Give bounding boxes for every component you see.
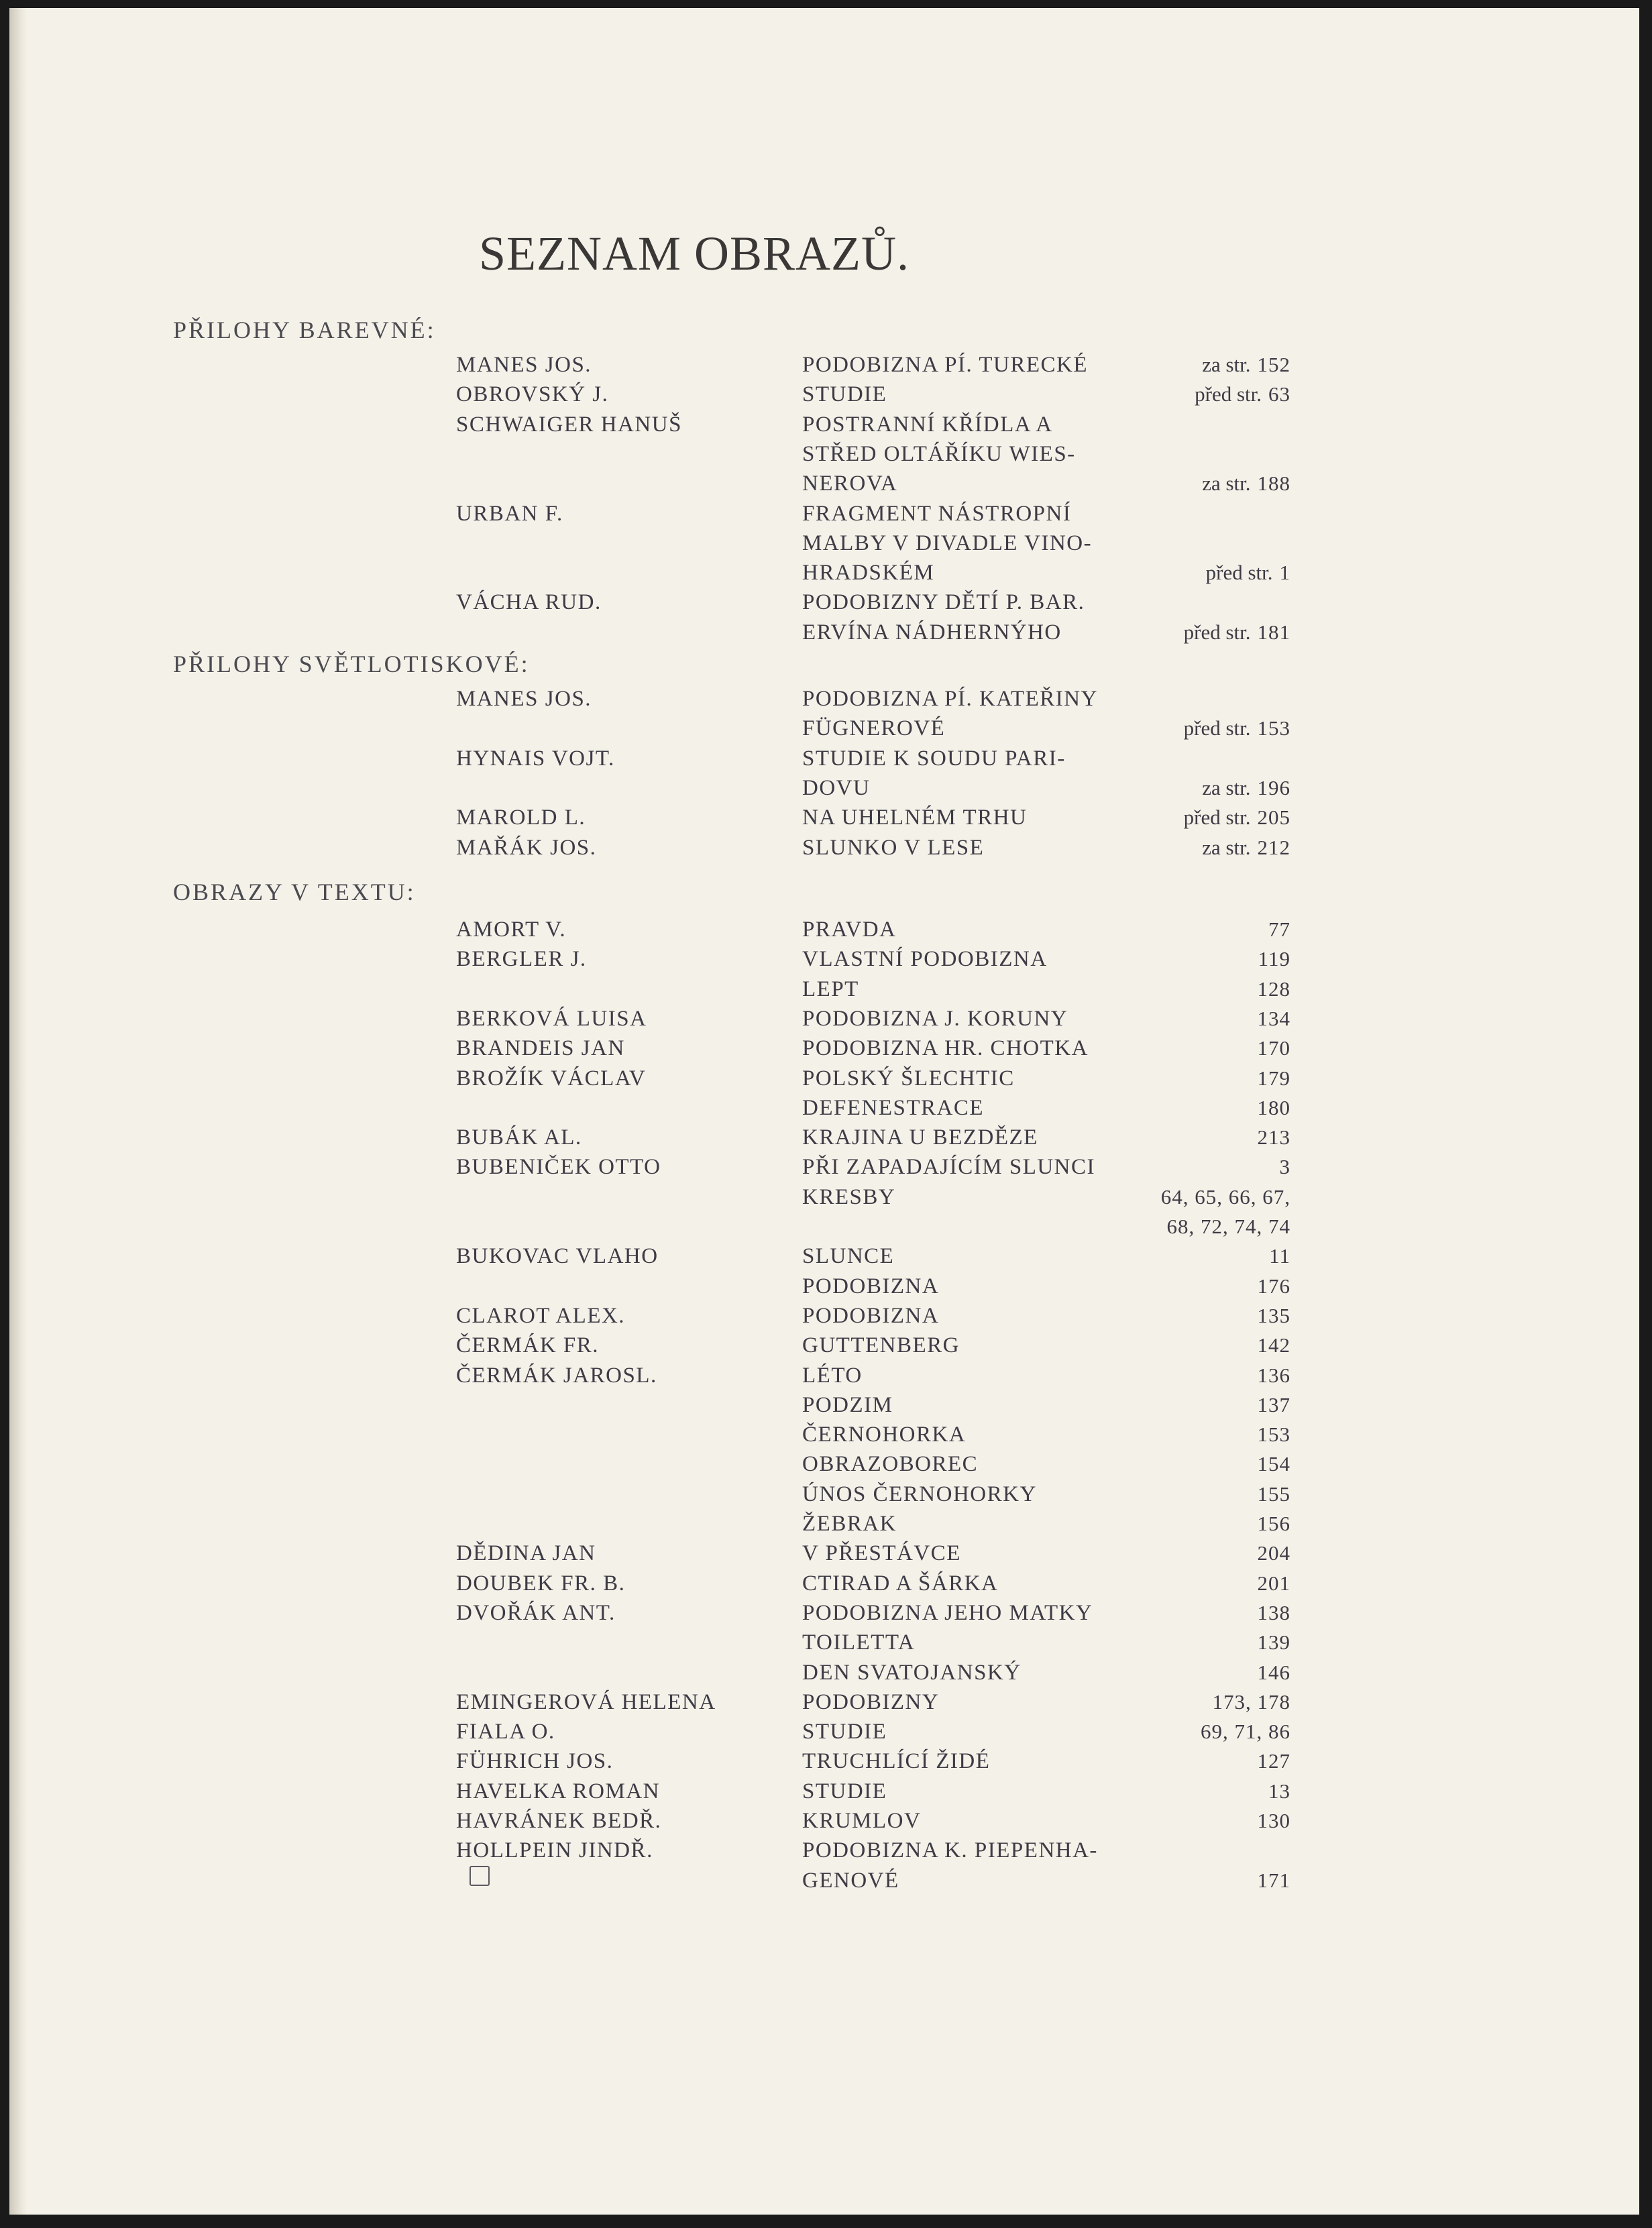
page-reference [1201, 1717, 1290, 1746]
page-number: 173, 178 [1212, 1689, 1290, 1714]
artist-name: MANES JOS. [456, 687, 592, 711]
index-row [9, 1658, 1639, 1687]
index-row [9, 1509, 1639, 1539]
work-title: PODOBIZNA PÍ. TURECKÉ [802, 353, 1089, 377]
page-reference [1258, 1004, 1291, 1034]
index-row [9, 714, 1639, 743]
index-row [9, 528, 1639, 558]
artist-name: FÜHRICH JOS. [456, 1749, 614, 1774]
work-title: OBRAZOBOREC [802, 1452, 979, 1477]
work-title: STUDIE [802, 1779, 887, 1803]
page-reference [1184, 714, 1290, 743]
index-row [9, 915, 1639, 944]
artist-name: BUBENIČEK OTTO [456, 1155, 661, 1180]
artist-name: BUBÁK AL. [456, 1125, 582, 1150]
index-row [9, 1093, 1639, 1123]
page-number: 139 [1257, 1630, 1290, 1655]
work-title: KRAJINA U BEZDĚZE [802, 1125, 1038, 1150]
page-reference [1258, 944, 1290, 974]
index-row [9, 773, 1639, 803]
page-number: 130 [1257, 1809, 1290, 1832]
index-row [9, 1628, 1639, 1657]
page-reference [1184, 803, 1290, 832]
page-reference-label: za str. [1202, 471, 1251, 496]
artist-name: BUKOVAC VLAHO [456, 1244, 659, 1269]
page-number: 154 [1257, 1452, 1290, 1476]
page-reference [1258, 1390, 1291, 1420]
work-title: PODOBIZNY [802, 1689, 940, 1714]
index-row [9, 618, 1639, 647]
page-reference-label: před str. [1205, 561, 1273, 585]
page-reference [1258, 1569, 1291, 1598]
page-number: 11 [1269, 1244, 1290, 1268]
artist-name: HOLLPEIN JINDŘ. [456, 1838, 653, 1863]
artist-name: EMINGEROVÁ HELENA [456, 1689, 716, 1714]
work-title: TRUCHLÍCÍ ŽIDÉ [802, 1749, 991, 1774]
page-reference [1258, 1123, 1291, 1152]
page-number: 3 [1279, 1155, 1290, 1179]
work-title: KRUMLOV [802, 1809, 922, 1833]
work-title: STUDIE [802, 1720, 887, 1744]
page-reference [1258, 1301, 1291, 1331]
index-row [9, 1390, 1639, 1420]
work-title: ERVÍNA NÁDHERNÝHO [802, 620, 1062, 645]
work-title: LÉTO [802, 1363, 863, 1388]
work-title: PODOBIZNA J. KORUNY [802, 1006, 1068, 1031]
index-row [9, 1420, 1639, 1449]
index-row [9, 1241, 1639, 1271]
index-row [9, 1123, 1639, 1152]
page-number: 188 [1257, 471, 1290, 496]
work-title: HRADSKÉM [802, 561, 935, 586]
work-title: DOVU [802, 775, 871, 800]
work-title: STUDIE K SOUDU PARI- [802, 746, 1066, 771]
page-number: 119 [1258, 947, 1290, 971]
page-number: 135 [1257, 1303, 1290, 1327]
artist-name: HAVELKA ROMAN [456, 1779, 660, 1803]
work-title: STUDIE [802, 382, 887, 407]
work-title: VLASTNÍ PODOBIZNA [802, 947, 1048, 972]
page-reference [1213, 1687, 1291, 1717]
page-number: 63 [1268, 382, 1290, 406]
work-title: PODOBIZNY DĚTÍ P. BAR. [802, 590, 1085, 615]
index-row [9, 833, 1639, 862]
page-reference [1258, 1539, 1291, 1568]
artist-name: URBAN F. [456, 501, 563, 526]
page-reference [1206, 558, 1290, 588]
page-reference-label: za str. [1202, 775, 1251, 799]
page-reference [1202, 833, 1290, 862]
index-row [9, 1212, 1639, 1241]
work-title: PŘI ZAPADAJÍCÍM SLUNCI [802, 1155, 1096, 1180]
index-row [9, 1806, 1639, 1836]
work-title: PODOBIZNA HR. CHOTKA [802, 1036, 1089, 1061]
index-row [9, 744, 1639, 773]
page-number: 152 [1257, 353, 1290, 376]
work-title: CTIRAD A ŠÁRKA [802, 1571, 999, 1596]
page-number: 212 [1257, 835, 1290, 859]
artist-name: AMORT V. [456, 917, 567, 942]
page-reference [1280, 1152, 1291, 1182]
work-title: SLUNCE [802, 1244, 895, 1269]
work-title: PODOBIZNA [802, 1303, 940, 1328]
page-number: 69, 71, 86 [1201, 1720, 1290, 1744]
index-row [9, 944, 1639, 974]
work-title: NA UHELNÉM TRHU [802, 805, 1028, 830]
page-number: 127 [1257, 1749, 1290, 1773]
page-number: 77 [1268, 917, 1290, 941]
artist-name: CLAROT ALEX. [456, 1303, 626, 1328]
work-title: POSTRANNÍ KŘÍDLA A [802, 412, 1053, 437]
index-row [9, 380, 1639, 409]
index-row [9, 350, 1639, 380]
artist-name: FIALA O. [456, 1720, 555, 1744]
work-title: FÜGNEROVÉ [802, 716, 946, 741]
page-reference-label: za str. [1202, 353, 1251, 376]
work-title: KRESBY [802, 1184, 896, 1209]
page-number: 171 [1257, 1868, 1290, 1892]
artist-name: HAVRÁNEK BEDŘ. [456, 1809, 662, 1833]
index-row [9, 1539, 1639, 1568]
page-number: 181 [1257, 620, 1290, 644]
artist-name: HYNAIS VOJT. [456, 746, 615, 771]
work-title: ČERNOHORKA [802, 1423, 967, 1447]
page-reference [1184, 618, 1290, 647]
page-reference [1258, 1034, 1291, 1063]
work-title: STŘED OLTÁŘÍKU WIES- [802, 441, 1076, 466]
work-title: SLUNKO V LESE [802, 835, 985, 860]
artist-name: BROŽÍK VÁCLAV [456, 1066, 647, 1091]
index-row [9, 410, 1639, 439]
work-title: GENOVÉ [802, 1868, 899, 1893]
work-title: PODOBIZNA [802, 1274, 940, 1298]
page-number: 128 [1257, 977, 1290, 1001]
index-row [9, 1004, 1639, 1034]
artist-name: ČERMÁK JAROSL. [456, 1363, 657, 1388]
index-row [9, 1746, 1639, 1776]
index-row [9, 684, 1639, 714]
checkbox-marker-icon [470, 1866, 490, 1886]
page-number: 196 [1257, 775, 1290, 799]
page-reference [1258, 974, 1291, 1004]
page-reference [1258, 1658, 1291, 1687]
page-reference [1258, 1509, 1291, 1539]
page-reference-label: před str. [1183, 716, 1251, 740]
page-reference [1161, 1182, 1290, 1212]
page-reference-label: před str. [1183, 620, 1251, 644]
page-number: 146 [1257, 1660, 1290, 1684]
page-reference [1202, 350, 1290, 380]
index-row [9, 1361, 1639, 1390]
page-number: 179 [1257, 1066, 1290, 1090]
work-title: DEFENESTRACE [802, 1095, 985, 1120]
index-row [9, 1836, 1639, 1865]
page-number: 136 [1257, 1363, 1290, 1387]
artist-name: DĚDINA JAN [456, 1541, 596, 1566]
artist-name: MAROLD L. [456, 805, 586, 830]
artist-name: ČERMÁK FR. [456, 1333, 600, 1358]
page-number: 153 [1257, 1423, 1290, 1447]
artist-name: SCHWAIGER HANUŠ [456, 412, 682, 437]
page-reference [1258, 1628, 1291, 1657]
artist-name: MAŘÁK JOS. [456, 835, 597, 860]
page-reference [1258, 1866, 1291, 1895]
index-row [9, 1272, 1639, 1301]
index-row [9, 1480, 1639, 1509]
index-row [9, 803, 1639, 832]
work-title: PRAVDA [802, 917, 897, 942]
index-row [9, 469, 1639, 498]
index-row [9, 1182, 1639, 1212]
work-title: POLSKÝ ŠLECHTIC [802, 1066, 1015, 1091]
page-number: 68, 72, 74, 74 [1166, 1215, 1290, 1238]
work-title: NEROVA [802, 471, 898, 496]
document-page [9, 8, 1639, 2215]
page-reference [1258, 1093, 1291, 1123]
index-row [9, 1687, 1639, 1717]
index-row [9, 1449, 1639, 1479]
page-reference [1202, 773, 1290, 803]
page-number: 1 [1279, 561, 1290, 585]
page-number: 134 [1257, 1006, 1290, 1030]
page-reference [1167, 1212, 1291, 1241]
page-reference [1258, 1480, 1291, 1509]
page-reference-label: za str. [1202, 835, 1251, 859]
work-title: FRAGMENT NÁSTROPNÍ [802, 501, 1072, 526]
index-row [9, 1717, 1639, 1746]
work-title: PODOBIZNA JEHO MATKY [802, 1600, 1093, 1625]
page-number: 204 [1257, 1541, 1290, 1565]
index-row [9, 1152, 1639, 1182]
work-title: PODOBIZNA K. PIEPENHA- [802, 1838, 1098, 1863]
index-row [9, 1777, 1639, 1806]
page-number: 176 [1257, 1274, 1290, 1298]
page-number: 213 [1257, 1125, 1290, 1150]
index-row [9, 588, 1639, 617]
work-title: ŽEBRAK [802, 1512, 897, 1536]
index-row [9, 974, 1639, 1004]
index-row [9, 499, 1639, 528]
page-reference [1258, 1272, 1291, 1301]
section-heading: PŘILOHY BAREVNÉ: [173, 317, 436, 343]
page-title: SEZNAM OBRAZŮ. [479, 227, 910, 280]
page-number: 170 [1257, 1036, 1290, 1060]
page-number: 138 [1257, 1600, 1290, 1624]
page-number: 205 [1257, 805, 1290, 830]
page-reference-label: před str. [1183, 805, 1251, 830]
page-reference [1269, 1241, 1290, 1271]
page-number: 64, 65, 66, 67, [1160, 1184, 1290, 1209]
artist-name: DOUBEK FR. B. [456, 1571, 626, 1596]
page-number: 155 [1257, 1482, 1290, 1506]
page-reference [1258, 1331, 1291, 1360]
index-row [9, 1301, 1639, 1331]
index-row [9, 558, 1639, 588]
artist-name: BERKOVÁ LUISA [456, 1006, 647, 1031]
work-title: MALBY V DIVADLE VINO- [802, 531, 1093, 555]
page-reference [1258, 1449, 1291, 1479]
page-reference [1258, 1064, 1291, 1093]
artist-name: DVOŘÁK ANT. [456, 1600, 616, 1625]
work-title: ÚNOS ČERNOHORKY [802, 1482, 1037, 1506]
artist-name: VÁCHA RUD. [456, 590, 602, 615]
artist-name: OBROVSKÝ J. [456, 382, 609, 407]
page-reference [1258, 1361, 1291, 1390]
artist-name: MANES JOS. [456, 353, 592, 377]
page-number: 142 [1257, 1333, 1290, 1357]
work-title: GUTTENBERG [802, 1333, 960, 1358]
page-reference [1268, 1777, 1290, 1806]
page-reference-label: před str. [1195, 382, 1262, 406]
page-reference [1258, 1598, 1291, 1628]
section-heading: PŘILOHY SVĚTLOTISKOVÉ: [173, 651, 530, 677]
page-number: 201 [1257, 1571, 1290, 1595]
page-number: 13 [1268, 1779, 1290, 1803]
page-reference [1268, 915, 1290, 944]
work-title: V PŘESTÁVCE [802, 1541, 961, 1566]
work-title: TOILETTA [802, 1630, 916, 1655]
index-row [9, 1866, 1639, 1895]
work-title: PODOBIZNA PÍ. KATEŘINY [802, 687, 1098, 711]
index-row [9, 1598, 1639, 1628]
page-number: 180 [1257, 1095, 1290, 1119]
work-title: PODZIM [802, 1392, 893, 1417]
index-row [9, 1034, 1639, 1063]
artist-name: BERGLER J. [456, 947, 587, 972]
index-row [9, 1064, 1639, 1093]
page-number: 137 [1257, 1392, 1290, 1416]
page-number: 156 [1257, 1512, 1290, 1535]
page-reference [1195, 380, 1290, 409]
work-title: DEN SVATOJANSKÝ [802, 1660, 1022, 1685]
page-reference [1258, 1806, 1291, 1836]
page-reference [1258, 1746, 1291, 1776]
work-title: LEPT [802, 977, 859, 1001]
page-number: 153 [1257, 716, 1290, 740]
index-row [9, 439, 1639, 469]
section-heading: OBRAZY V TEXTU: [173, 879, 416, 905]
page-reference [1202, 469, 1290, 498]
index-row [9, 1569, 1639, 1598]
page-reference [1258, 1420, 1291, 1449]
index-row [9, 1331, 1639, 1360]
artist-name: BRANDEIS JAN [456, 1036, 625, 1061]
